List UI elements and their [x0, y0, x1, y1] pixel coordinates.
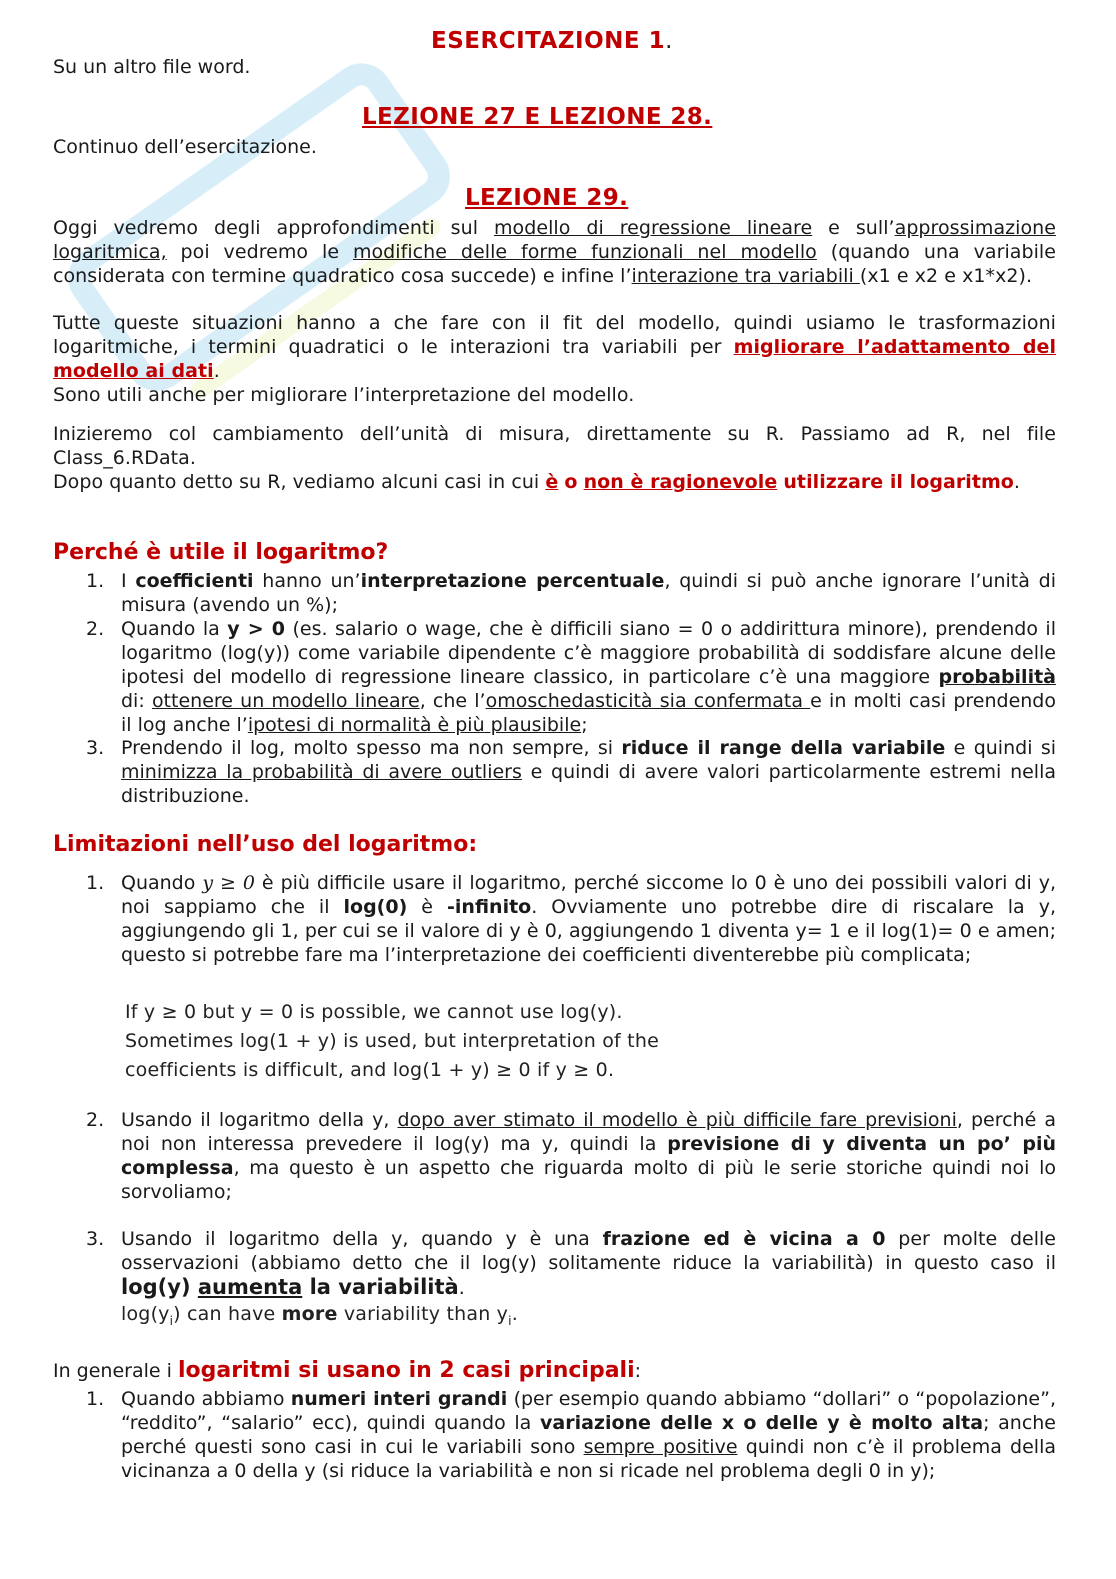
intro-paragraph-2: Tutte queste situazioni hanno a che fare con il fit del modello, quindi usiamo le trasformazioni logaritmiche, i termini quadratici o le interazioni tra variabili per migliorare l’adattamento del modello ai dati.: [53, 312, 1057, 382]
line-continuo: Continuo dell’esercitazione.: [53, 136, 317, 158]
list-item: 2. Usando il logaritmo della y, dopo aver stimato il modello è più difficile fare previsioni, perché a noi non interessa prevedere il log(y) ma y, quindi la previsione di y diventa un po’ più complessa, ma questo è un aspetto che riguarda molto di più le serie storiche quindi noi lo sorvoliamo;: [86, 1109, 1057, 1203]
list-item: 1. I coefficienti hanno un’interpretazione percentuale, quindi si può anche ignorare l’unità di misura (avendo un %);: [86, 570, 1056, 616]
intro-paragraph-3: Sono utili anche per migliorare l’interpretazione del modello.: [53, 384, 635, 406]
excerpt-log-limitations: If y ≥ 0 but y = 0 is possible, we cannot use log(y). Sometimes log(1 + y) is used, but interpretation of the coefficients is difficult, and log(1 + y) ≥ 0 if y ≥ 0.: [125, 1001, 659, 1081]
intro-paragraph-4: Inizieremo col cambiamento dell’unità di misura, direttamente su R. Passiamo ad R, nel file Class_6.RData.: [53, 423, 1056, 469]
list-item: 1. Quando abbiamo numeri interi grandi (per esempio quando abbiamo “dollari” o “popolazione”, “reddito”, “salario” ecc), quindi quando la variazione delle x o delle y è molto alta; anche perché questi sono casi in cui le variabili sono sempre positive quindi non c’è il problema della vicinanza a 0 della y (si riduce la variabilità e non si ricade nel problema degli 0 in y);: [86, 1388, 1057, 1482]
list-item: 1. Quando y ≥ 0 è più difficile usare il logaritmo, perché siccome lo 0 è uno dei possibili valori di y, noi sappiamo che il log(0) è -infinito. Ovviamente uno potrebbe dire di riscalare la y, aggiungendo gli 1, per cui se il valore di y è 0, aggiungendo 1 diventa y= 1 e il log(1)= 0 e amen; questo si potrebbe fare ma l’interpretazione dei coefficienti diventerebbe più complicata;: [86, 872, 1057, 966]
title-lezione-27-28: LEZIONE 27 E LEZIONE 28.: [362, 104, 713, 130]
section-heading-limitazioni: Limitazioni nell’uso del logaritmo:: [53, 832, 478, 857]
section-heading-perche: Perché è utile il logaritmo?: [53, 540, 389, 565]
list-item: 3. Usando il logaritmo della y, quando y è una frazione ed è vicina a 0 per molte delle osservazioni (abbiamo detto che il log(y) solitamente riduce la variabilità) in questo caso il log(y) aumenta la variabilità.: [86, 1228, 1056, 1299]
title-lezione-29: LEZIONE 29.: [465, 185, 629, 211]
intro-paragraph-5: Dopo quanto detto su R, vediamo alcuni casi in cui è o non è ragionevole utilizzare il logaritmo.: [53, 471, 1021, 493]
list-item: 3. Prendendo il log, molto spesso ma non sempre, si riduce il range della variabile e quindi si minimizza la probabilità di avere outliers e quindi di avere valori particolarmente estremi nella distribuzione.: [86, 737, 1057, 807]
list-item: 2. Quando la y > 0 (es. salario o wage, che è difficili siano = 0 o addirittura minore), prendendo il logaritmo (log(y)) come variabile dipendente c’è maggiore probabilità di soddisfare alcune delle ipotesi del modello di regressione lineare classico, in particolare c’è una maggiore probabilità di: ottenere un modello lineare, che l’omoschedasticità sia confermata e in molti casi prendendo il log anche l’ipotesi di normalità è più plausibile;: [86, 618, 1056, 736]
excerpt-log-variability: $\log(y_i)$ can have more variability than $y_i$.: [121, 1303, 518, 1328]
line-altro-file: Su un altro file word.: [53, 56, 251, 78]
section-lead-in-generale: In generale i logaritmi si usano in 2 casi principali:: [53, 1358, 642, 1383]
intro-paragraph-1: Oggi vedremo degli approfondimenti sul modello di regressione lineare e sull’approssimazione logaritmica, poi vedremo le modifiche delle forme funzionali nel modello (quando una variabile considerata con termine quadratico cosa succede) e infine l’interazione tra variabili (x1 e x2 e x1*x2).: [53, 217, 1056, 287]
title-esercitazione: ESERCITAZIONE 1.: [431, 28, 673, 54]
